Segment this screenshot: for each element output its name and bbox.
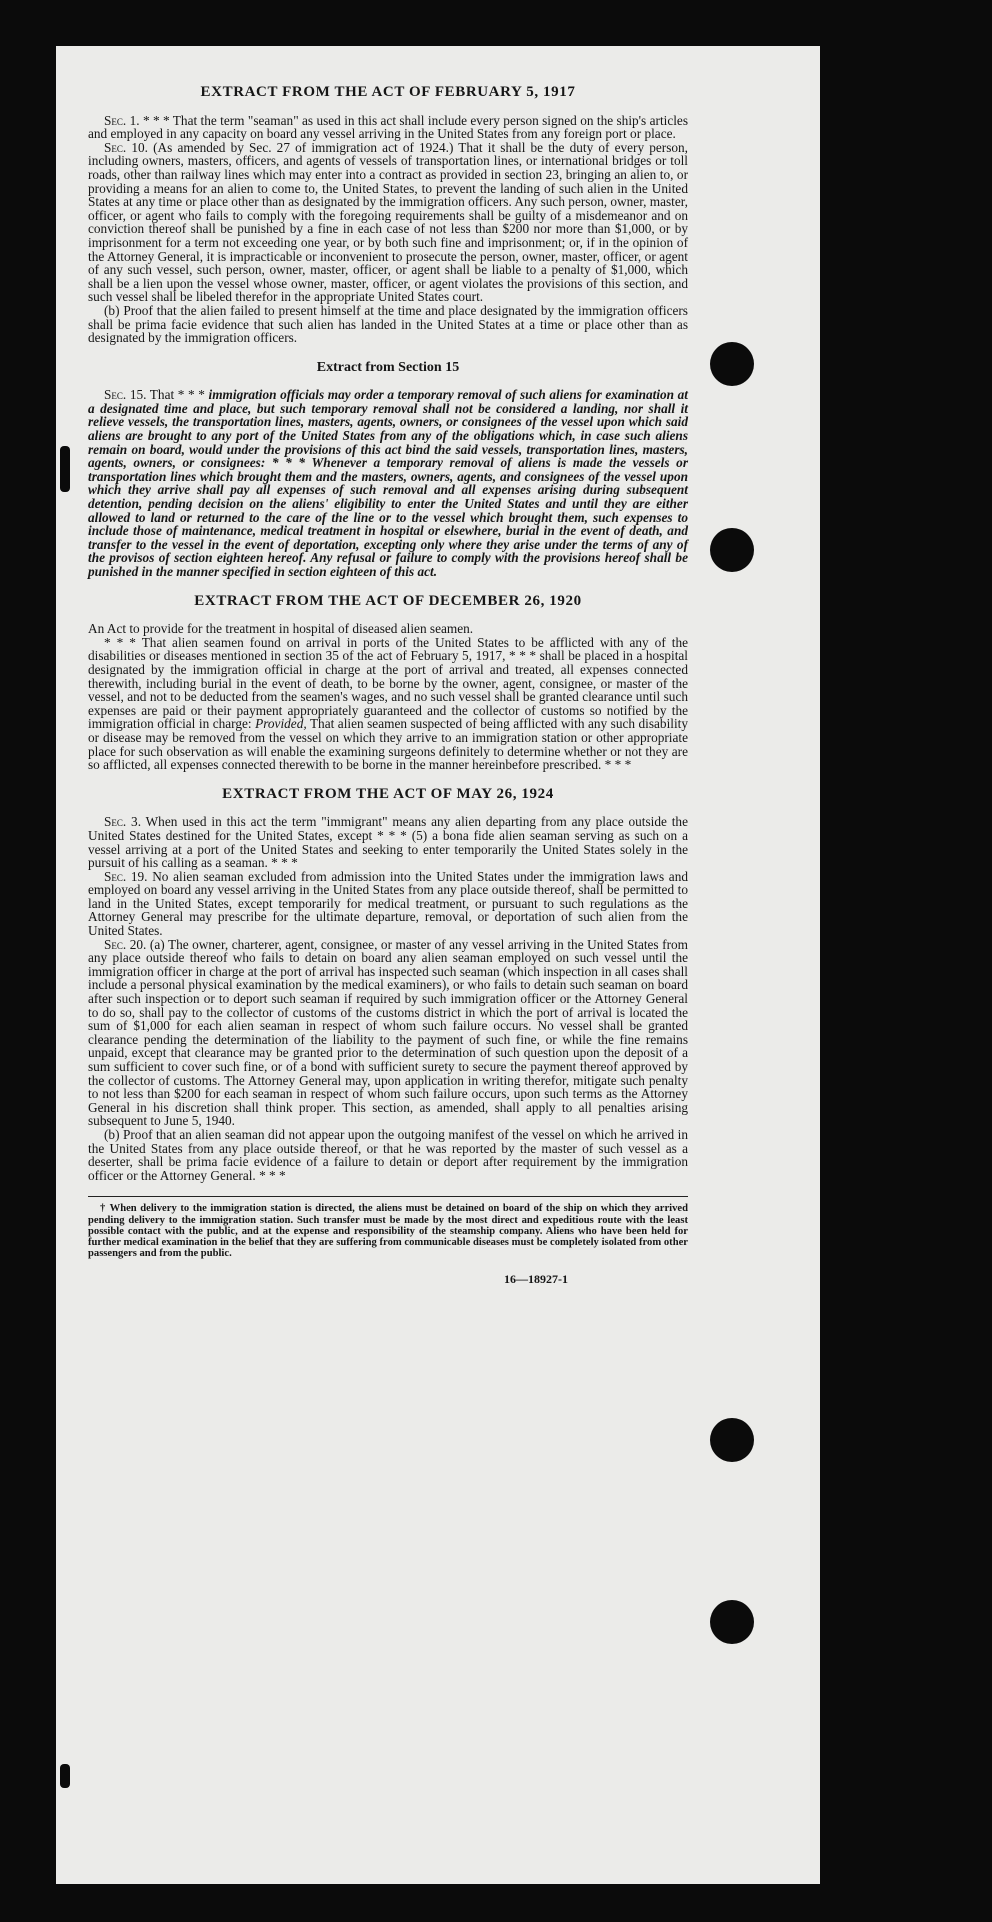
sec-19-label: Sec. 19. [104, 868, 148, 884]
act-1920-body-pre: * * * That alien seamen found on arrival in ports of the United States to be afflicted with any of the disabilities or diseases mentioned in section 35 of the act of February 5, 1917, * * * shall be placed in a hospital designated by the immigration official in charge at the port of arrival and treated, all expenses connected therewith, including burial in the event of death, to be borne by the owner, agent, consignee, or master of the vessel, and not to be deducted from the seamen's wages, and no such vessel shall be granted clearance until such expenses are paid or their payment appropriately guaranteed and the collector of customs so notified by the immigration official in charge: [88, 634, 688, 732]
sec-10-text: (As amended by Sec. 27 of immigration act of 1924.) That it shall be the duty of every person, including owners, masters, officers, and agents of vessels of transportation lines, or international bridges or toll roads, other than railway lines which may enter into a contract as provided in section 23, bringing an alien to, or providing a means for an alien to come to, the United States, to prevent the landing of such alien in the United States at any time or place other than as designated by the immigration officers. Any such person, owner, master, officer, or agent who fails to comply with the foregoing requirements shall be guilty of a misdemeanor and on conviction thereof shall be punished by a fine in each case of not less than $200 nor more than $1,000, or by imprisonment for a term not exceeding one year, or by both such fine and imprisonment; or, if in the opinion of the Attorney General, it is impracticable or inconvenient to prosecute the person, owner, master, officer, or agent of any such vessel, such person, owner, master, officer, or agent shall be liable to a penalty of $1,000, which shall be a lien upon the vessel whose owner, master, officer, or agent violates the provisions of this section, and such vessel shall be libeled therefor in the appropriate United States court. [88, 139, 689, 305]
sec-1-text: * * * That the term "seaman" as used in this act shall include every person signed on the ship's articles and employed in any capacity on board any vessel arriving in the United States from any foreign port or place. [88, 112, 689, 142]
paragraph-sec-20b: (b) Proof that an alien seaman did not appear upon the outgoing manifest of the vessel on which he arrived in the United States from any place outside thereof, or that he was reported by the master of such vessel as a deserter, shall be prima facie evidence of a failure to detain or deport after requirement by the immigration officer or the Attorney General. * * * [88, 1126, 688, 1183]
heading-act-1924: EXTRACT FROM THE ACT OF MAY 26, 1924 [222, 785, 554, 802]
paragraph-1920-body [88, 636, 688, 772]
sec-20-label: Sec. 20. [104, 936, 147, 952]
sec-19-text: No alien seaman excluded from admission into the United States under the immigration laws and employed on board any vessel arriving in the United States from any place outside thereof, shall be permitted to land in the United States, except temporarily for medical treatment, or pursuant to such regulations as the Attorney General may prescribe for the ultimate departure, removal, or deportation of such alien from the United States. [88, 868, 688, 939]
footnote: † When delivery to the immigration station is directed, the aliens must be detained on board of the ship on which they arrived pending delivery to the immigration station. Such transfer must be made by the most direct and expeditious route with the least possible contact with the public, and at the expense and responsibility of the steamship company. Aliens who have been held for further medical examination in the belief that they are suffering from communicable diseases must be completely isolated from other passengers and from the public. [88, 1203, 688, 1260]
paragraph-sec-10b: (b) Proof that the alien failed to present himself at the time and place designated by the immigration officers shall be prima facie evidence that such alien has landed in the United States at a time or place other than as designated by the immigration officers. [88, 302, 688, 346]
document-text [88, 86, 688, 1287]
paragraph-sec-3 [88, 815, 688, 869]
sec-15-lead: That * * * [149, 387, 205, 403]
punch-hole [710, 342, 754, 386]
act-1920-body-post: That alien seamen suspected of being afflicted with any such disability or disease may be removed from the vessel on which they arrive to an immigration station or other appropriate place for such observation as will enable the examining surgeons definitely to determine whether or not they are so afflicted, all expenses connected therewith to be borne in the manner hereinbefore prescribed. * * * [88, 716, 689, 773]
sec-10-label: Sec. 10. [104, 139, 148, 155]
punch-hole [710, 528, 754, 572]
sec-20-text: (a) The owner, charterer, agent, consignee, or master of any vessel arriving in the United States from any place outside thereof who fails to detain on board any alien seaman employed on such vessel until the immigration officer in charge at the port of arrival has inspected such seaman (which inspection in all cases shall include a personal physical examination by the medical examiners), or who fails to detain such seaman on board after such inspection or to deport such seaman if required by such immigration officer or the Attorney General to do so, shall pay to the collector of customs of the customs district in which the port of arrival is located the sum of $1,000 for each alien seaman in respect of whom such failure occurs. No vessel shall be granted clearance pending the determination of the liability to the payment of such fine, or while the fine remains unpaid, except that clearance may be granted prior to the determination of such question upon the deposit of a sum sufficient to cover such fine, or of a bond with sufficient surety to secure the payment thereof approved by the collector of customs. The Attorney General may, upon application in writing therefor, mitigate such penalty to not less than $200 for each seaman in respect of whom such failure occurs, upon such terms as the Attorney General in his discretion shall think proper. This section, as amended, shall apply to all penalties arising subsequent to June 5, 1940. [88, 936, 688, 1129]
sec-15-text: immigration officials may order a temporary removal of such aliens for examination at a designated time and place, but such temporary removal shall not be considered a landing, nor shall it relieve vessels, the transportation lines, masters, agents, owners, or consignees of the vessel upon which said aliens are brought to any port of the United States from any of the obligations which, in case such aliens remain on board, would under the provisions of this act bind the said vessels, transportation lines, masters, agents, owners, or consignees: * * * Whenever a temporary removal of aliens is made the vessels or transportation lines which brought them and the masters, owners, agents, and consignees of the vessel upon which they arrive shall pay all expenses of such removal and all expenses arising during subsequent detention, pending decision on the aliens' eligibility to enter the United States and until they are either allowed to land or returned to the care of the line or to the vessel which brought them, such expenses to include those of maintenance, medical treatment in hospital or elsewhere, burial in the event of death, and transfer to the vessel in the event of deportation, excepting only where they arise under the terms of any of the provisos of section eighteen hereof. Any refusal or failure to comply with the provisions hereof shall be punished in the manner specified in section eighteen of this act. [88, 387, 688, 579]
section-act-1924 [88, 815, 688, 1182]
form-number: 16—18927-1 [504, 1272, 568, 1287]
heading-act-1917: EXTRACT FROM THE ACT OF FEBRUARY 5, 1917 [200, 84, 576, 100]
punch-hole [710, 1418, 754, 1462]
heading-section-15: Extract from Section 15 [316, 359, 460, 375]
paragraph-sec-1 [88, 114, 688, 141]
paragraph-1920-intro: An Act to provide for the treatment in hospital of diseased alien seamen. [88, 621, 474, 637]
paragraph-sec-20 [88, 938, 688, 1128]
sec-3-label: Sec. 3. [104, 814, 142, 830]
scan-edge-mark [60, 446, 70, 492]
section-act-1920 [88, 622, 688, 772]
paragraph-sec-19 [88, 870, 688, 938]
paragraph-sec-10 [88, 141, 688, 304]
act-1920-provided: Provided, [255, 716, 307, 732]
sec-1-label: Sec. 1. [104, 112, 140, 128]
section-15 [88, 388, 688, 578]
sec-3-text: When used in this act the term "immigrant" means any alien departing from any place outside the United States destined for the United States, except * * * (5) a bona fide alien seaman serving as such on a vessel arriving at a port of the United States and seeking to enter temporarily the United States solely in the pursuit of his calling as a seaman. * * * [88, 814, 688, 871]
section-act-1917 [88, 114, 688, 345]
heading-act-1920: EXTRACT FROM THE ACT OF DECEMBER 26, 1920 [194, 592, 582, 609]
punch-hole [710, 1600, 754, 1644]
sec-15-label: Sec. 15. [104, 387, 147, 403]
paragraph-sec-15 [88, 388, 688, 578]
footnote-divider [88, 1196, 688, 1197]
scan-edge-mark [60, 1764, 70, 1788]
